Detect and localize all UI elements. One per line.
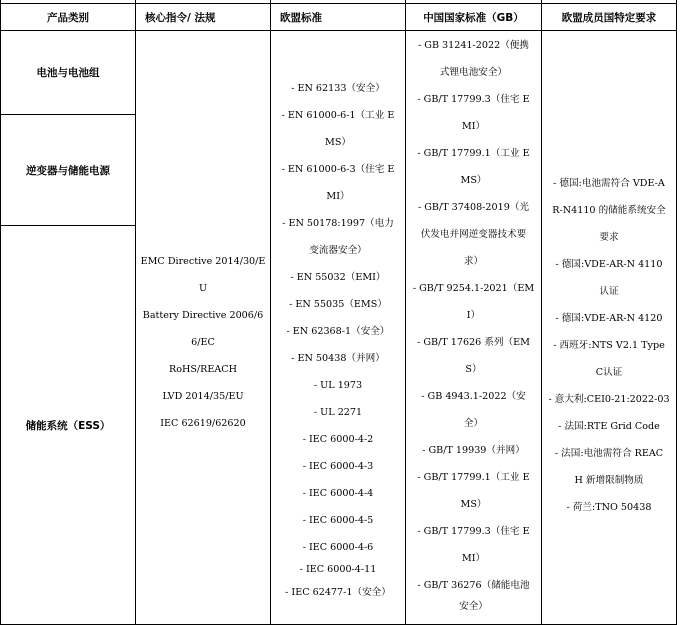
member-req-line: - 意大利:CEI0-21:2022-03 xyxy=(548,394,670,405)
gb-standard-line: - GB/T 17799.3（住宅 E xyxy=(417,94,530,105)
eu-standard-line: - IEC 62477-1（安全） xyxy=(285,587,391,598)
member-req-line: - 德国:VDE-AR-N 4120 xyxy=(555,313,663,324)
category-inverter: 逆变器与储能电源 xyxy=(26,164,110,177)
member-req-line: R-N4110 的储能系统安全 xyxy=(552,205,666,216)
gb-standard-line: MI） xyxy=(461,553,486,564)
gb-standard-line: MS） xyxy=(460,175,487,186)
eu-standard-line: - IEC 6000-4-2 xyxy=(302,434,374,445)
eu-standard-line: - EN 50178:1997（电力 xyxy=(282,218,394,229)
gb-standard-line: - GB/T 17799.1（工业 E xyxy=(417,472,530,483)
gb-standard-line: - GB/T 17799.3（住宅 E xyxy=(417,526,530,537)
header-eu-standard: 欧盟标准 xyxy=(280,11,322,24)
directive-line: IEC 62619/62620 xyxy=(160,418,246,429)
member-req-line: - 法国:电池需符合 REAC xyxy=(554,448,664,459)
member-req-line: - 德国:电池需符合 VDE-A xyxy=(553,178,665,189)
gb-standard-line: - GB 4943.1-2022（安 xyxy=(421,391,526,402)
eu-standard-line: 变流器安全） xyxy=(309,245,367,256)
eu-standard-line: MS） xyxy=(325,137,351,148)
directive-line: 6/EC xyxy=(191,337,215,348)
gb-standard-line: 伏发电并网逆变器技术要 xyxy=(420,229,527,240)
eu-standard-line: - IEC 6000-4-3 xyxy=(302,461,374,472)
gb-standard-line: 全） xyxy=(463,418,484,429)
gb-standard-line: - GB/T 17799.1（工业 E xyxy=(417,148,530,159)
eu-standard-line: - IEC 6000-4-4 xyxy=(302,488,374,499)
directive-line: U xyxy=(198,283,208,294)
directive-line: LVD 2014/35/EU xyxy=(162,391,244,402)
header-member-requirements: 欧盟成员国特定要求 xyxy=(561,11,657,24)
eu-standard-line: - IEC 6000-4-5 xyxy=(302,515,374,526)
eu-standard-line: - EN 62133（安全） xyxy=(291,83,385,94)
category-battery: 电池与电池组 xyxy=(36,67,100,79)
member-req-line: - 西班牙:NTS V2.1 Type xyxy=(553,340,665,351)
gb-standard-line: S） xyxy=(465,364,482,375)
gb-standard-line: 式锂电池安全） xyxy=(439,67,508,78)
header-gb-standard: 中国国家标准（GB） xyxy=(423,11,524,24)
eu-standard-line: - EN 61000-6-1（工业 E xyxy=(281,110,395,121)
member-req-line: H 新增限制物质 xyxy=(574,475,644,486)
eu-standard-line: - UL 2271 xyxy=(313,407,363,418)
directive-line: RoHS/REACH xyxy=(168,364,238,375)
eu-standard-line: - IEC 6000-4-6 xyxy=(302,542,374,553)
gb-standard-line: - GB/T 37408-2019（光 xyxy=(417,202,530,213)
gb-standard-line: I） xyxy=(466,310,481,321)
gb-standard-line: - GB 31241-2022（便携 xyxy=(417,40,529,51)
eu-standard-line: - EN 55035（EMS） xyxy=(289,299,387,310)
eu-standards-cell xyxy=(271,75,405,615)
directives-cell xyxy=(136,248,270,440)
gb-standards-cell xyxy=(406,32,541,624)
gb-standard-line: - GB/T 9254.1-2021（EM xyxy=(412,283,535,294)
gb-standard-line: MI） xyxy=(461,121,486,132)
gb-standard-line: 安全） xyxy=(459,601,488,612)
directive-line: Battery Directive 2006/6 xyxy=(142,310,264,321)
gb-standard-line: - GB/T 19939（并网） xyxy=(422,445,525,456)
header-core-directive: 核心指令/ 法规 xyxy=(145,11,216,24)
member-req-line: 要求 xyxy=(599,232,619,243)
member-req-line: C认证 xyxy=(595,367,623,378)
eu-standard-line: - EN 55032（EMI） xyxy=(290,272,386,283)
category-ess: 储能系统（ESS） xyxy=(25,419,111,432)
gb-standard-line: - GB/T 36276（储能电池 xyxy=(417,580,530,591)
gb-standard-line: 求） xyxy=(463,256,484,267)
directive-line: EMC Directive 2014/30/E xyxy=(140,256,266,267)
member-req-line: - 荷兰:TNO 50438 xyxy=(566,502,652,513)
member-requirements-cell xyxy=(542,170,676,530)
gb-standard-line: - GB/T 17626 系列（EM xyxy=(417,337,530,348)
eu-standard-line: - IEC 6000-4-11 xyxy=(299,564,377,575)
member-req-line: - 德国:VDE-AR-N 4110 xyxy=(555,259,663,270)
eu-standard-line: - UL 1973 xyxy=(313,380,363,391)
table-border-right xyxy=(676,0,677,625)
member-req-line: - 法国:RTE Grid Code xyxy=(558,421,660,432)
eu-standard-line: - EN 50438（并网） xyxy=(291,353,385,364)
eu-standard-line: - EN 61000-6-3（住宅 E xyxy=(281,164,395,175)
member-req-line: 认证 xyxy=(599,286,619,297)
eu-standard-line: - EN 62368-1（安全） xyxy=(286,326,390,337)
gb-standard-line: MS） xyxy=(460,499,487,510)
header-product-category: 产品类别 xyxy=(47,11,89,24)
eu-standard-line: MI） xyxy=(326,191,350,202)
